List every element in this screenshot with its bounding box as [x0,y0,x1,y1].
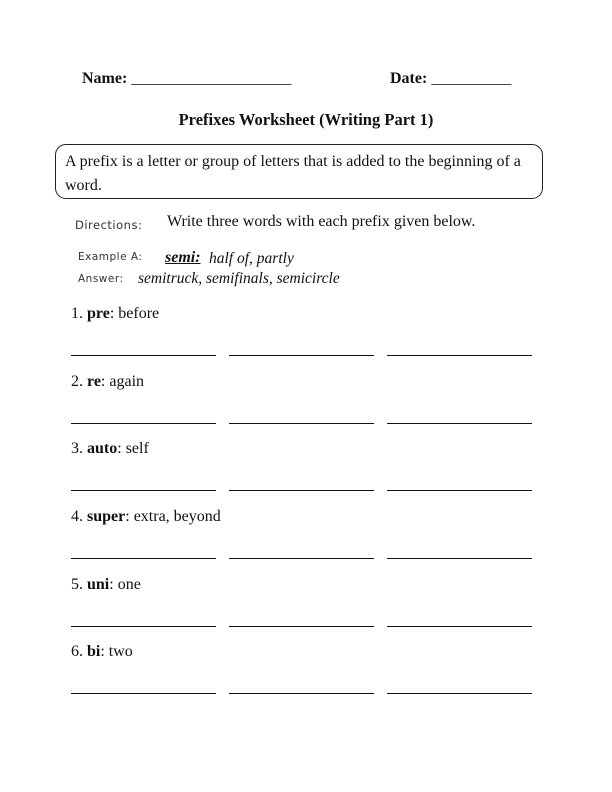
prefix-item: 5. uni: one [71,576,141,593]
item-prefix: uni [87,576,110,593]
answer-line[interactable] [229,490,374,491]
item-number: 6. [71,643,83,660]
item-meaning: one [117,576,141,593]
date-label: Date: [390,70,428,87]
date-blank[interactable]: __________ [431,70,512,87]
item-prefix: auto [87,440,118,457]
answer-line[interactable] [71,423,216,424]
answer-line[interactable] [71,355,216,356]
item-prefix: re [87,373,101,390]
answer-line[interactable] [71,626,216,627]
item-meaning: self [125,440,149,457]
answer-line[interactable] [229,355,374,356]
definition-box [55,144,543,199]
answer-line[interactable] [229,626,374,627]
prefix-item: 6. bi: two [71,643,133,660]
answer-line[interactable] [387,355,532,356]
answer-line[interactable] [71,693,216,694]
item-meaning: again [109,373,145,390]
prefix-item: 2. re: again [71,373,145,390]
directions-label: Directions: [75,218,143,232]
answer-line[interactable] [229,423,374,424]
prefix-item: 3. auto: self [71,440,149,457]
answer-line[interactable] [387,558,532,559]
name-field[interactable] [82,70,291,88]
item-meaning: two [108,643,133,660]
item-prefix: super [87,508,126,525]
item-meaning: before [118,305,160,322]
item-meaning: extra, beyond [133,508,221,525]
item-number: 4. [71,508,83,525]
example-definition: half of, partly [209,250,294,267]
name-blank[interactable]: ____________________ [131,70,292,87]
directions-text: Write three words with each prefix given below. [167,213,476,230]
item-number: 5. [71,576,83,593]
item-number: 1. [71,305,83,322]
item-prefix: bi [87,643,101,660]
answer-line[interactable] [71,490,216,491]
answer-line[interactable] [387,423,532,424]
answer-line[interactable] [387,693,532,694]
answer-line[interactable] [387,490,532,491]
example-answer: semitruck, semifinals, semicircle [138,270,340,287]
answer-line[interactable] [229,558,374,559]
answer-line[interactable] [71,558,216,559]
item-number: 3. [71,440,83,457]
item-number: 2. [71,373,83,390]
prefix-item: 1. pre: before [71,305,160,322]
answer-line[interactable] [387,626,532,627]
answer-label: Answer: [78,273,124,285]
definition-text: A prefix is a letter or group of letters that is added to the beginning of a word. [65,153,521,194]
example-label: Example A: [78,251,143,263]
example-prefix: semi: [165,249,201,266]
prefix-item: 4. super: extra, beyond [71,508,221,525]
page-title: Prefixes Worksheet (Writing Part 1) [178,110,434,129]
name-label: Name: [82,70,128,87]
item-prefix: pre [87,305,110,322]
date-field[interactable] [390,70,511,88]
answer-line[interactable] [229,693,374,694]
